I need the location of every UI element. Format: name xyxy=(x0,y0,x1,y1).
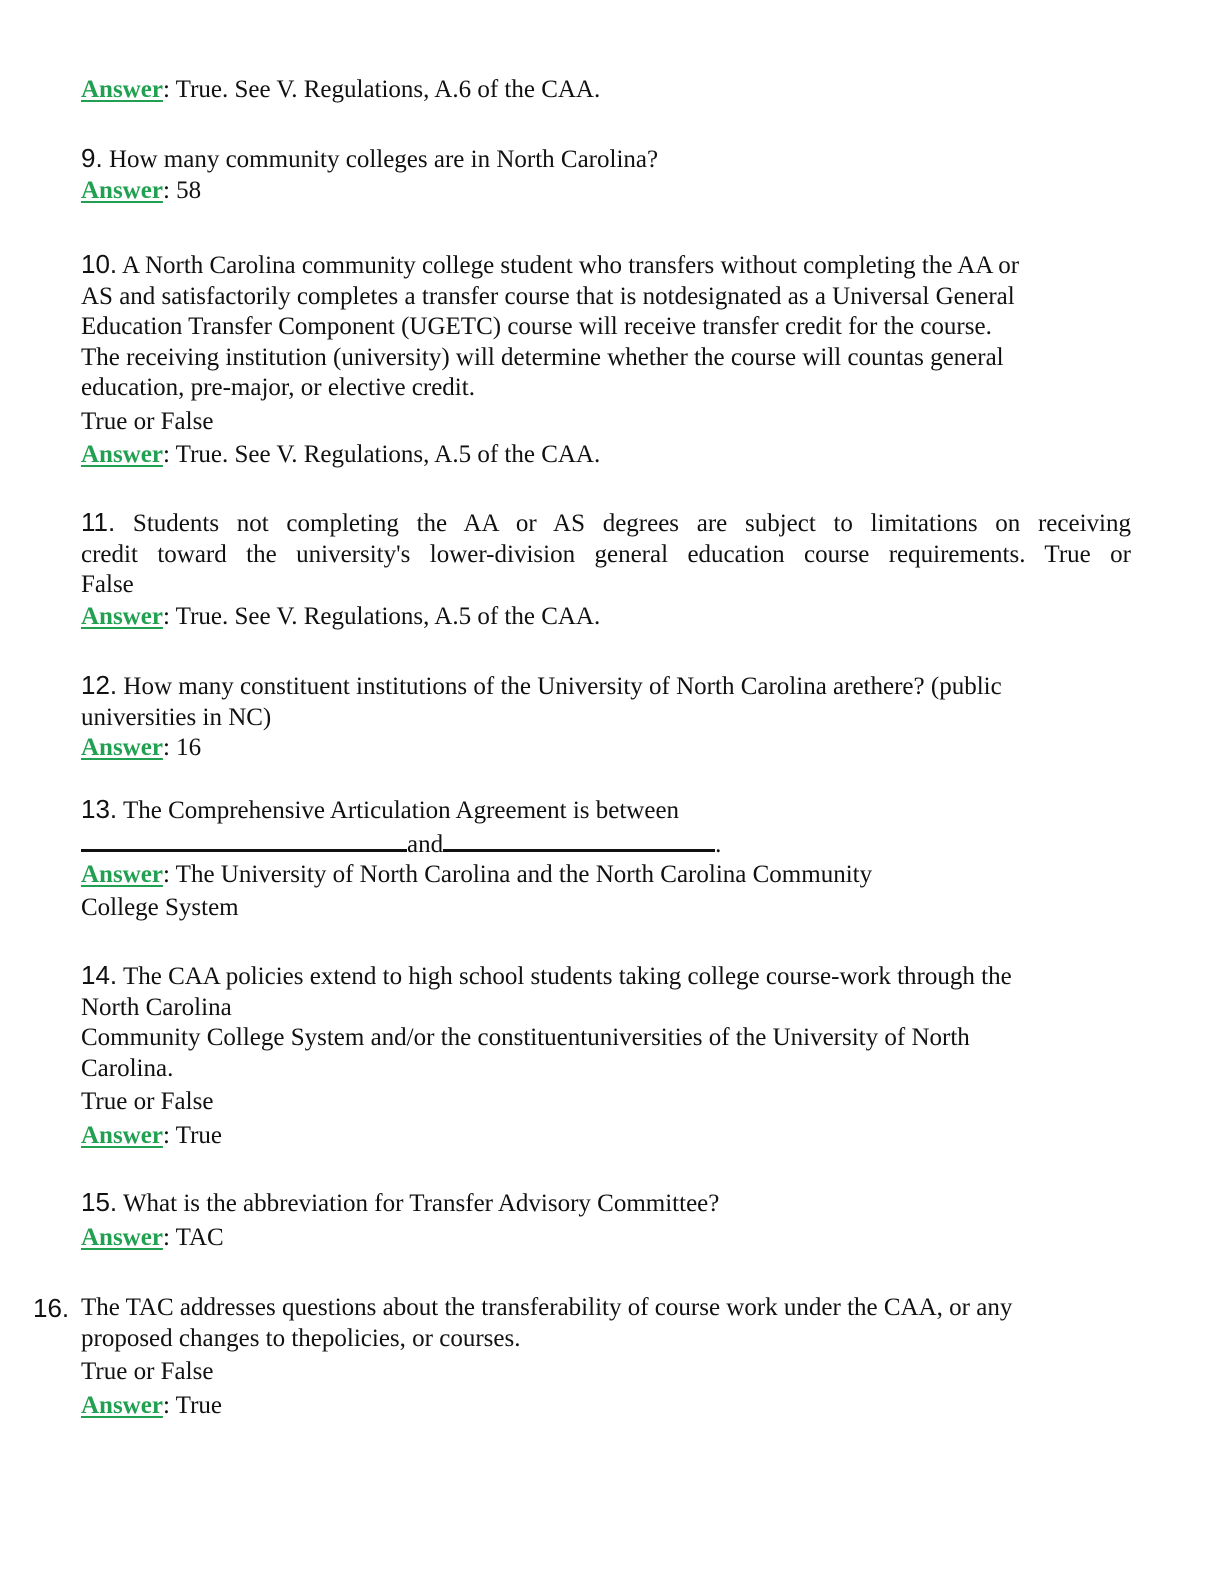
answer-line xyxy=(81,176,1131,207)
question-line: education, pre-major, or elective credit. xyxy=(81,374,475,401)
item-8 xyxy=(81,75,1131,106)
question-line: Carolina. xyxy=(81,1054,174,1082)
answer-label: Answer xyxy=(81,602,163,630)
item-11 xyxy=(81,507,1131,632)
answer-text: : 58 xyxy=(162,176,202,204)
fill-in-period: . xyxy=(715,830,722,858)
question-number: 14. xyxy=(81,960,118,990)
answer-line xyxy=(81,1223,1131,1254)
answer-line xyxy=(81,733,1131,764)
fill-in-line xyxy=(81,827,1131,861)
answer-text: : True. See V. Regulations, A.5 of the CAA. xyxy=(162,602,601,630)
answer-label: Answer xyxy=(81,861,163,888)
answer-label: Answer xyxy=(81,1391,163,1419)
answer-text: : TAC xyxy=(162,1223,224,1251)
true-false-prompt: True or False xyxy=(81,407,214,435)
question-line: credit toward the university's lower-division general education course requirements. True or xyxy=(81,540,1131,568)
question-number: 13. xyxy=(81,794,118,824)
question-text: How many community colleges are in North Carolina? xyxy=(102,146,659,173)
question-text: The CAA policies extend to high school students taking college course-work through the xyxy=(117,963,1012,990)
answer-label: Answer xyxy=(81,734,163,761)
true-false-prompt: True or False xyxy=(81,1088,214,1115)
answer-text: : True. See V. Regulations, A.5 of the CAA. xyxy=(162,441,601,468)
question-text: How many constituent institutions of the University of North Carolina arethere? (public xyxy=(117,673,1002,700)
question-line: The TAC addresses questions about the transferability of course work under the CAA, or any xyxy=(81,1294,1013,1321)
question-text: The Comprehensive Articulation Agreement is between xyxy=(117,797,680,824)
answer-line xyxy=(81,440,1131,471)
question-number: 12. xyxy=(81,670,118,700)
fill-in-connector: and xyxy=(407,830,444,858)
question-line: False xyxy=(81,571,134,598)
answer-text: : True. See V. Regulations, A.6 of the CAA. xyxy=(162,76,601,103)
question-line xyxy=(81,507,1131,540)
item-14 xyxy=(81,960,1131,1151)
answer-text: : True xyxy=(162,1121,222,1149)
question-text: A North Carolina community college student who transfers without completing the AA or xyxy=(117,252,1020,279)
question-line xyxy=(81,960,1131,993)
answer-line xyxy=(81,602,1131,633)
answer-continuation: College System xyxy=(81,893,239,921)
answer-line xyxy=(81,1391,1131,1422)
question-line xyxy=(81,670,1131,703)
item-9 xyxy=(81,143,1131,206)
question-number: 15. xyxy=(81,1187,118,1217)
true-false-prompt: True or False xyxy=(81,1358,214,1385)
question-line: The receiving institution (university) will determine whether the course will countas general xyxy=(81,343,1004,371)
answer-line xyxy=(81,860,1131,891)
answer-line xyxy=(81,75,1131,106)
question-line: Education Transfer Component (UGETC) course will receive transfer credit for the course. xyxy=(81,313,992,340)
question-line xyxy=(81,249,1131,282)
question-number: 10. xyxy=(81,249,118,279)
question-number: 9. xyxy=(81,143,103,173)
answer-text: : True xyxy=(162,1391,222,1419)
answer-line xyxy=(81,1121,1131,1152)
question-number-16: 16. xyxy=(33,1293,70,1323)
question-line xyxy=(81,143,1131,176)
answer-label: Answer xyxy=(81,1121,163,1149)
answer-text: : 16 xyxy=(162,734,202,761)
item-16 xyxy=(81,1293,1131,1421)
question-line xyxy=(81,1187,1131,1220)
question-line: North Carolina xyxy=(81,993,232,1021)
fill-blank-1 xyxy=(81,827,407,852)
question-text: Students not completing the AA or AS degrees are subject to limitations on receiving xyxy=(115,510,1131,537)
question-line xyxy=(81,794,1131,827)
question-line: AS and satisfactorily completes a transfer course that is notdesignated as a Universal General xyxy=(81,282,1015,310)
item-10 xyxy=(81,249,1131,471)
answer-text: : The University of North Carolina and the North Carolina Community xyxy=(162,861,873,888)
item-13 xyxy=(81,794,1131,923)
question-text: What is the abbreviation for Transfer Advisory Committee? xyxy=(117,1190,720,1217)
answer-label: Answer xyxy=(81,76,163,103)
answer-label: Answer xyxy=(81,441,163,468)
answer-label: Answer xyxy=(81,1223,163,1251)
question-line: universities in NC) xyxy=(81,703,272,731)
fill-blank-2 xyxy=(443,827,715,852)
question-line: Community College System and/or the constituentuniversities of the University of North xyxy=(81,1024,970,1051)
item-15 xyxy=(81,1187,1131,1253)
question-line: proposed changes to thepolicies, or courses. xyxy=(81,1324,521,1352)
question-number: 11. xyxy=(81,507,116,537)
answer-label: Answer xyxy=(81,176,163,204)
item-12 xyxy=(81,670,1131,764)
